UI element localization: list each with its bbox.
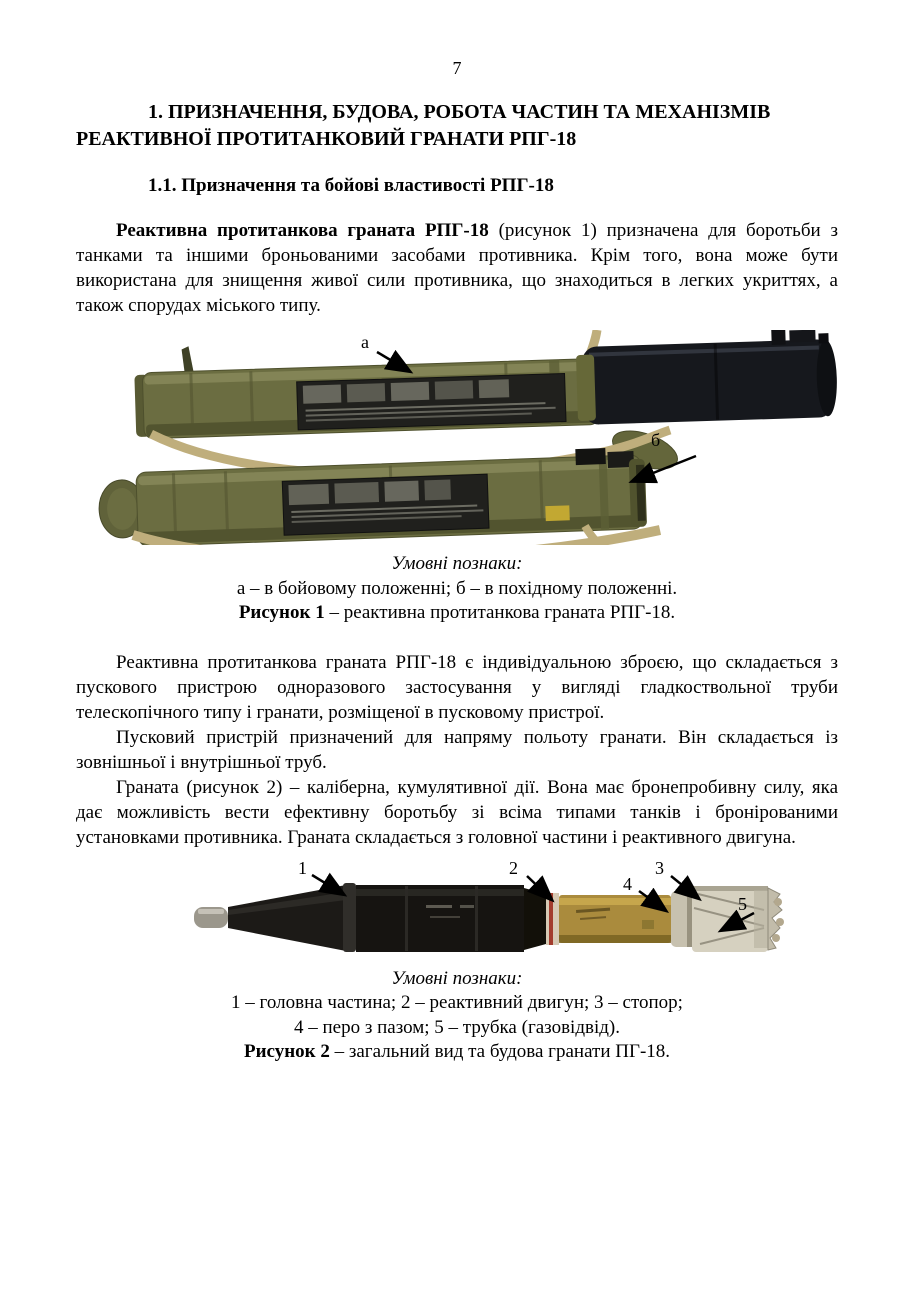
paragraph-1-lead: Реактивна протитанкова граната РПГ-18 (116, 220, 489, 241)
paragraph-1-body: (рисунок 1) призначена для боротьби з танками та іншими броньованими засобами противника. Крім того, вона може бути використана для знищення живої сили противника, що знаходиться в легких укриттях, а також спорудах міського типу. (76, 220, 839, 316)
paragraph-1 (76, 218, 838, 318)
paragraph-2: Реактивна протитанкова граната РПГ-18 є індивідуальною зброєю, що складається з пускового пристрою одноразового застосування у вигляді гладкоствольної труби телескопічного типу і гранати, розміщеної в пусковому пристрої. (76, 651, 838, 723)
figure1-photo (85, 330, 855, 545)
section-heading (76, 99, 838, 153)
paragraph-3: Пусковий пристрій призначений для напряму польоту гранати. Він складається із зовнішньої і внутрішньої труб. (76, 726, 838, 773)
figure2-caption-number: Рисунок 2 (243, 1041, 330, 1062)
figure2-legend-line1: 1 – головна частина; 2 – реактивний двигун; 3 – стопор; (231, 992, 683, 1013)
figure2-legend-line2: 4 – перо з пазом; 5 – трубка (газовідвід). (294, 1016, 620, 1038)
figure1-caption-number: Рисунок 1 (238, 602, 325, 623)
figure1-label-b: б (651, 430, 661, 450)
figure2-label-3: 3 (655, 857, 664, 878)
section-heading-line1: 1. ПРИЗНАЧЕННЯ, БУДОВА, РОБОТА ЧАСТИН ТА МЕХАНІЗМІВ (148, 101, 771, 123)
figure1-legend-title: Умовні познаки: (391, 553, 523, 574)
figure2-grenade-image (180, 850, 820, 965)
figure2-caption (76, 967, 838, 1065)
figure1-caption-line (76, 601, 838, 626)
figure2-label-5: 5 (738, 893, 747, 914)
figure2-legend-title: Умовні познаки: (391, 967, 523, 989)
subsection-heading: 1.1. Призначення та бойові властивості РПГ-18 (148, 175, 554, 196)
page-number: 7 (452, 58, 462, 78)
figure2-photo (180, 850, 820, 965)
figure1-caption-text: – реактивна протитанкова граната РПГ-18. (324, 602, 676, 623)
figure2-label-2: 2 (509, 857, 518, 878)
figure1-caption (76, 552, 838, 626)
figure1-launchers-image (85, 330, 855, 545)
figure2-caption-text: – загальний вид та будова гранати ПГ-18. (329, 1041, 671, 1062)
grenade-body (194, 883, 784, 952)
figure2-caption-line (76, 1040, 838, 1065)
figure1-label-a: а (361, 332, 369, 352)
launcher-travel-position (98, 447, 648, 545)
section-heading-line2: РЕАКТИВНОЇ ПРОТИТАНКОВИЙ ГРАНАТИ РПГ-18 (76, 128, 577, 150)
figure2-label-1: 1 (298, 857, 307, 878)
figure1-legend-line: а – в бойовому положенні; б – в похідному положенні. (236, 577, 678, 599)
paragraph-4: Граната (рисунок 2) – каліберна, кумулятивної дії. Вона має бронепробивну силу, яка дає можливість вести ефективну боротьбу зі всіма типами танків і бронірованими установками противника. Граната складається з головної частини і реактивного двигуна. (76, 776, 838, 848)
figure2-label-4: 4 (623, 873, 632, 894)
launcher-combat-position (133, 330, 838, 439)
